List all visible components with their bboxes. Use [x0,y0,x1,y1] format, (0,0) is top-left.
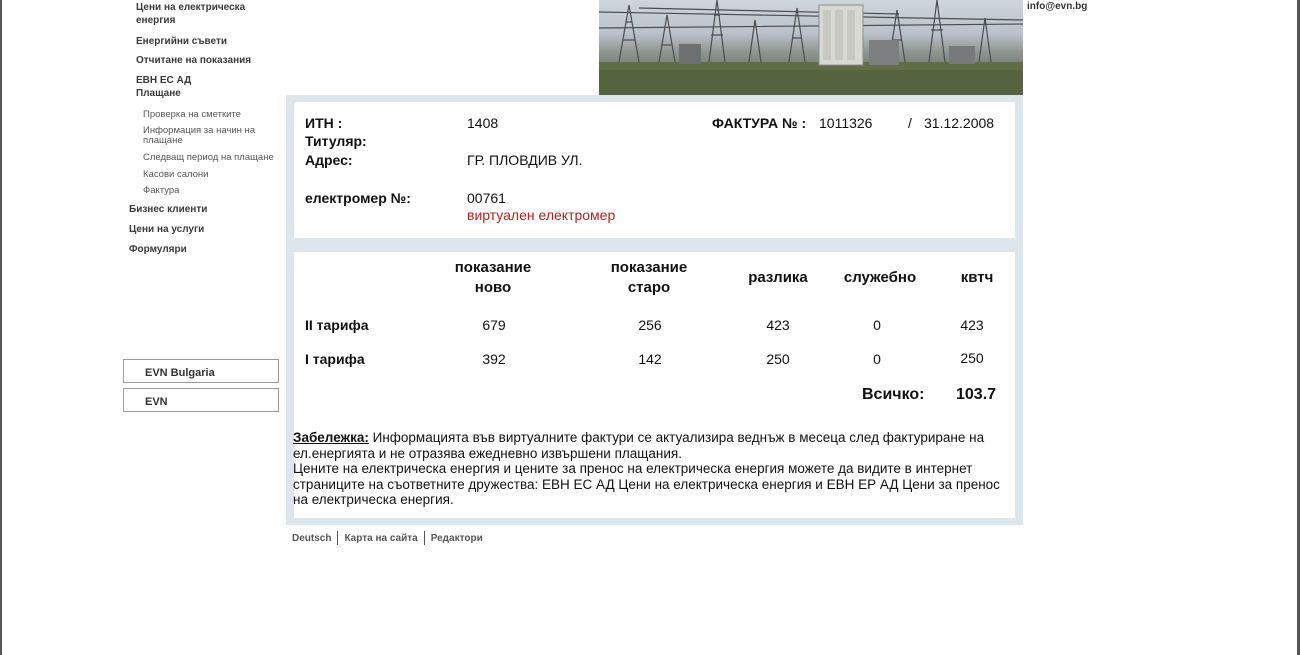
table-cell: 250 [766,351,790,367]
invoice-date: 31.12.2008 [924,115,995,131]
footer-link-sitemap[interactable]: Карта на сайта [344,532,418,544]
row-label-tariff-1: I тарифа [305,351,365,367]
virtual-meter-note: виртуален електромер [467,207,616,223]
invoice-content [286,95,1023,525]
col-header-old-line1: показание [610,259,688,276]
sidebar-item-business[interactable]: Бизнес клиенти [129,204,208,215]
col-header-service: служебно [843,269,917,286]
note-label: Забележка: [293,430,369,445]
evn-bulgaria-button[interactable]: EVN Bulgaria [123,359,279,383]
table-cell: 679 [482,317,506,333]
table-cell: 256 [638,317,662,333]
sidebar-item-service-prices[interactable]: Цени на услуги [129,224,205,235]
sidebar-item-payment[interactable]: Плащане [136,88,181,99]
total-label: Всичко: [862,386,925,403]
substation-illustration [599,0,1023,95]
address-label: Адрес: [305,152,353,168]
sidebar-item-evn-es[interactable]: ЕВН ЕС АД [136,75,192,86]
itn-label: ИТН : [305,115,343,131]
invoice-number-label: ФАКТУРА № : [712,115,807,131]
table-cell: 142 [638,351,662,367]
sidebar-item-energy-tips[interactable]: Енергийни съвети [136,36,228,47]
table-cell: 0 [873,317,881,333]
table-cell: 423 [960,317,984,333]
footer-link-deutsch[interactable]: Deutsch [292,532,332,544]
holder-label: Титуляр: [305,133,367,149]
sidebar-item-forms[interactable]: Формуляри [129,244,187,255]
note-links-text: Цените на електрическа енергия и цените за пренос на електрическа енергия можете да видите в интернет страниците на съответните дружества: ЕВН ЕС АД Цени на електрическа енергия и ЕВН ЕР АД Цени за пренос на електрическа енергия. [293,461,1000,507]
note-text: Информацията във виртуалните фактури се актуализира веднъж в месеца след фактуриране на ел.енергията и не отразява ежедневно извършени плащания. [293,430,985,461]
meter-value: 00761 [467,190,506,206]
col-header-old-reading [590,258,708,298]
sidebar-subitem-cash-offices[interactable]: Касови салони [143,169,209,180]
address-value: ГР. ПЛОВДИВ УЛ. [467,152,583,168]
sidebar-subitem-next-period[interactable]: Следващ период на плащане [143,152,274,163]
col-header-new-reading [434,258,552,298]
sidebar-item-meter-reading[interactable]: Отчитане на показания [136,55,252,66]
invoice-separator: / [908,115,912,131]
table-cell: 423 [766,317,790,333]
evn-button[interactable]: EVN [123,388,279,412]
table-cell: 0 [873,351,881,367]
sidebar-subitem-invoice[interactable]: Фактура [143,185,180,196]
contact-email[interactable]: info@evn.bg [1027,1,1088,12]
col-header-difference: разлика [748,269,808,286]
invoice-header-panel [294,102,1015,238]
col-header-kwh: квтч [960,269,994,286]
invoice-note [293,430,1013,508]
itn-value: 1408 [467,115,499,131]
table-cell: 250 [960,350,984,366]
footer-links [292,531,489,545]
invoice-number: 1011326 [819,115,873,131]
meter-label: електромер №: [305,190,411,206]
col-header-new-line1: показание [454,259,532,276]
footer-link-editors[interactable]: Редактори [430,532,483,544]
window-frame-left [0,0,2,655]
sidebar-item-prices[interactable]: Цени на електрическа [136,2,246,13]
substation-photo [599,0,1023,95]
col-header-new-line2: ново [474,279,512,296]
row-label-tariff-2: II тарифа [305,317,369,333]
sidebar-subitem-payment-info-cont[interactable]: плащане [143,135,183,146]
col-header-old-line2: старо [627,279,671,296]
total-value: 103.7 [956,386,997,403]
sidebar-subitem-payment-info[interactable]: Информация за начин на [143,125,256,136]
table-cell: 392 [482,351,506,367]
sidebar-subitem-check-bills[interactable]: Проверка на сметките [143,109,241,120]
sidebar-item-prices-cont[interactable]: енергия [136,15,176,26]
